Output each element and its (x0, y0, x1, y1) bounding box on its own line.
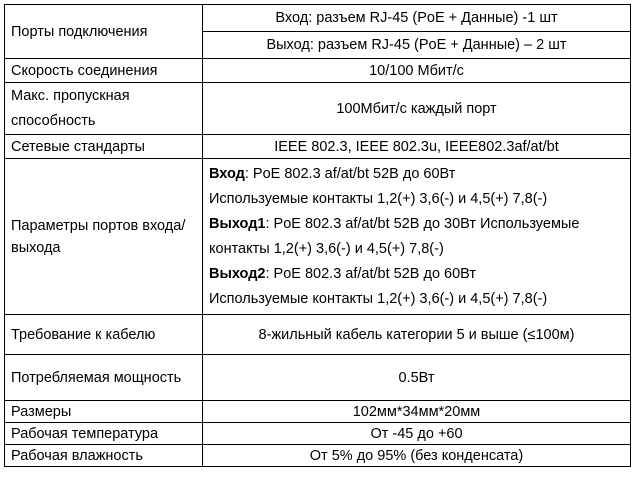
speed-label: Скорость соединения (5, 59, 203, 83)
output1-line (209, 212, 624, 262)
input-title: Вход (209, 165, 245, 182)
output1-title: Выход1 (209, 215, 266, 232)
temperature-label: Рабочая температура (5, 423, 203, 445)
table-row (5, 423, 631, 445)
io-params-label: Параметры портов входа/выхода (5, 159, 203, 315)
output2-text: : PoE 802.3 af/at/bt 52В до 60Вт (265, 265, 477, 282)
power-label: Потребляемая мощность (5, 355, 203, 401)
input-pins: Используемые контакты 1,2(+) 3,6(-) и 4,5(+) 7,8(-) (209, 190, 548, 207)
table-row (5, 445, 631, 467)
speed-value: 10/100 Мбит/с (203, 59, 631, 83)
input-line (209, 162, 624, 187)
table-row (5, 59, 631, 83)
ports-output-value: Выход: разъем RJ-45 (PoE + Данные) – 2 шт (203, 32, 631, 59)
output2-line (209, 262, 624, 287)
table-row (5, 159, 631, 315)
output2-pins: Используемые контакты 1,2(+) 3,6(-) и 4,5(+) 7,8(-) (209, 290, 548, 307)
output2-title: Выход2 (209, 265, 266, 282)
ports-label: Порты подключения (5, 5, 203, 59)
output1-text: : PoE 802.3 af/at/bt 52В до 30Вт Используемые контакты 1,2(+) 3,6(-) и 4,5(+) 7,8(-) (209, 215, 580, 257)
bandwidth-value: 100Мбит/с каждый порт (203, 83, 631, 135)
table-row (5, 83, 631, 135)
size-value: 102мм*34мм*20мм (203, 401, 631, 423)
specifications-table (4, 4, 631, 467)
table-row (5, 401, 631, 423)
io-params-value (203, 159, 631, 315)
cable-label: Требование к кабелю (5, 315, 203, 355)
standards-label: Сетевые стандарты (5, 135, 203, 159)
bandwidth-label: Макс. пропускная способность (5, 83, 203, 135)
table-row (5, 5, 631, 32)
table-row (5, 315, 631, 355)
size-label: Размеры (5, 401, 203, 423)
standards-value: IEEE 802.3, IEEE 802.3u, IEEE802.3af/at/bt (203, 135, 631, 159)
humidity-value: От 5% до 95% (без конденсата) (203, 445, 631, 467)
table-row (5, 135, 631, 159)
temperature-value: От -45 до +60 (203, 423, 631, 445)
cable-value: 8-жильный кабель категории 5 и выше (≤100м) (203, 315, 631, 355)
table-row (5, 355, 631, 401)
humidity-label: Рабочая влажность (5, 445, 203, 467)
power-value: 0.5Вт (203, 355, 631, 401)
input-text: : PoE 802.3 af/at/bt 52В до 60Вт (244, 165, 456, 182)
ports-input-value: Вход: разъем RJ-45 (PoE + Данные) -1 шт (203, 5, 631, 32)
